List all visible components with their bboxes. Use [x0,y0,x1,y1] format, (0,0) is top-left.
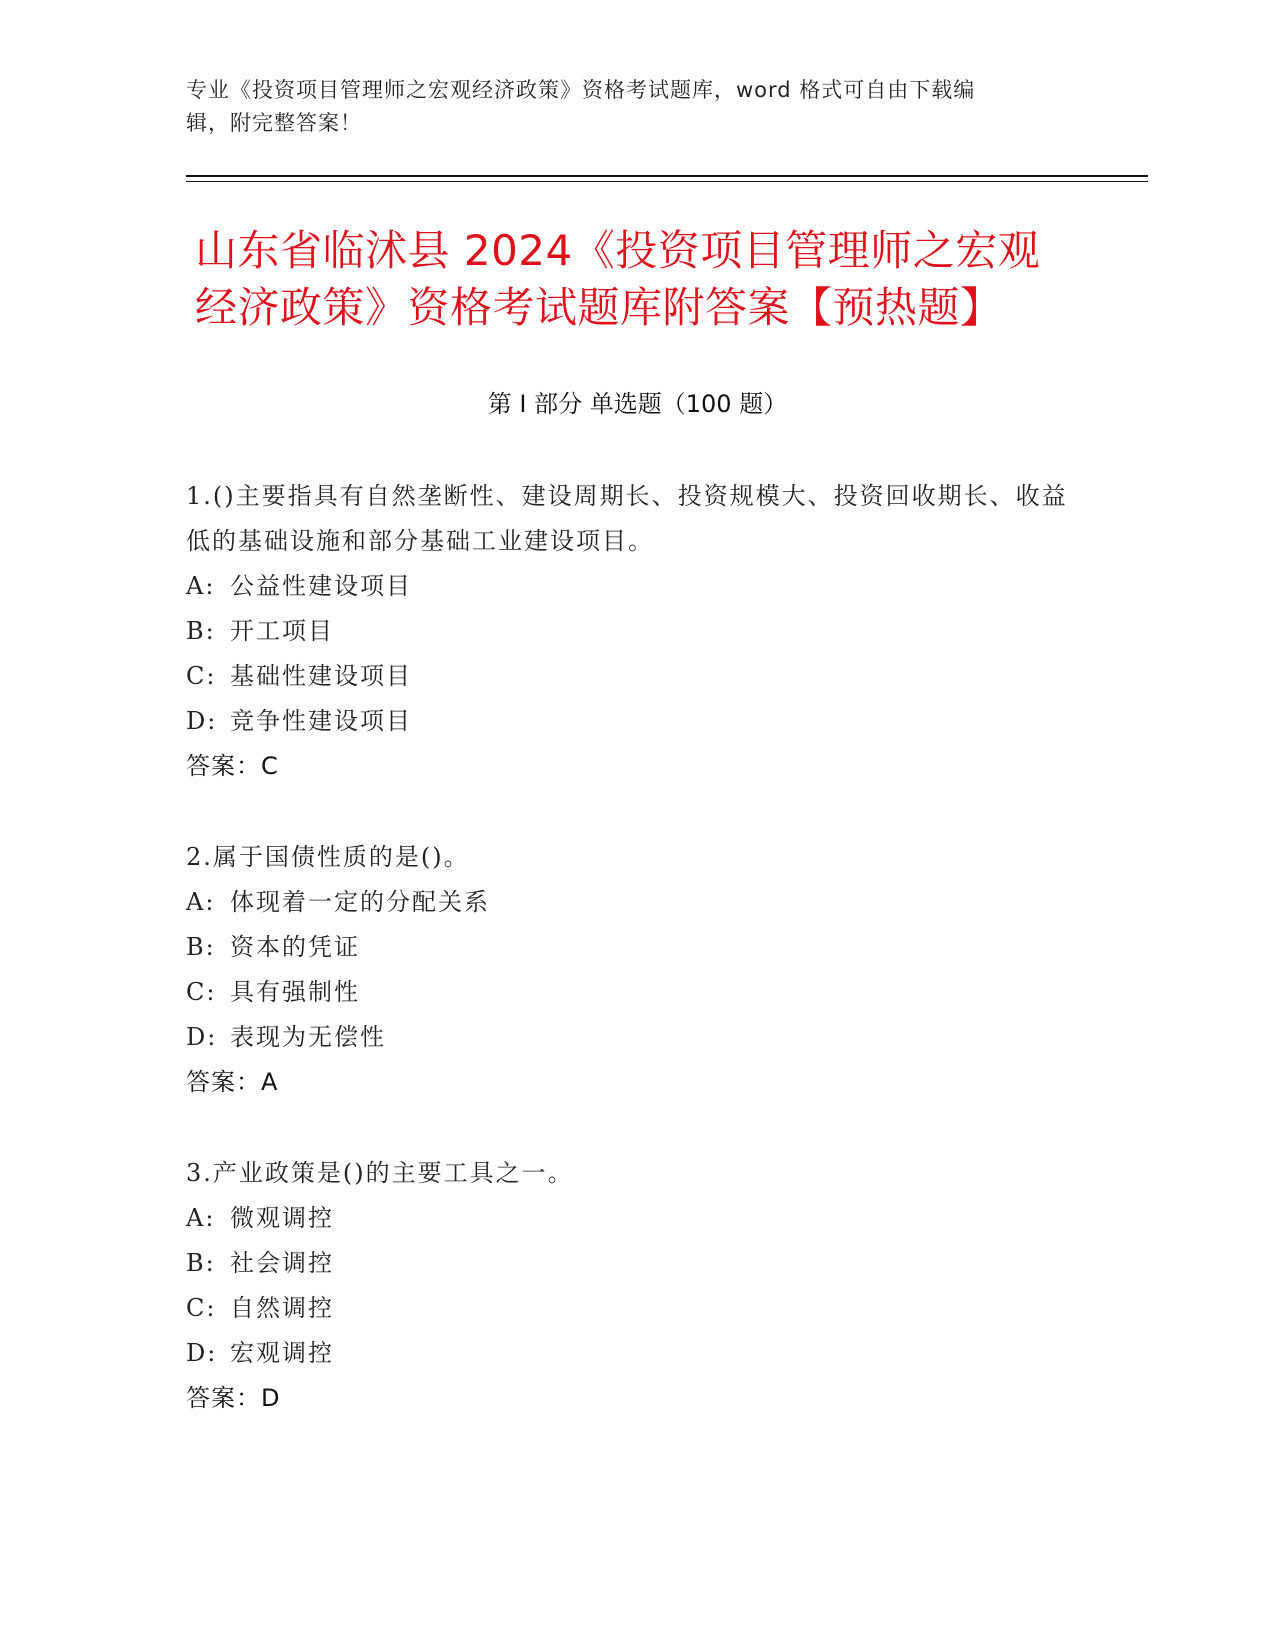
option-key: C: [186,978,217,1006]
option-text: 资本的凭证 [230,933,360,961]
option-key: A: [186,888,216,916]
header-rule-thin [186,181,1148,182]
question-stem: 1.()主要指具有自然垄断性、建设周期长、投资规模大、投资回收期长、收益低的基础设施和部分基础工业建设项目。 [186,482,1068,555]
question-3 [186,1151,1086,1421]
option-text: 表现为无偿性 [230,1023,386,1051]
option-text: 社会调控 [230,1249,334,1277]
option-c [186,970,1086,1015]
option-d [186,1331,1086,1376]
option-text: 竞争性建设项目 [230,707,412,735]
option-key: D: [186,1339,218,1367]
option-a [186,564,1086,609]
document-title-line2: 经济政策》资格考试题库附答案【预热题】 [195,283,1003,332]
option-key: A: [186,572,216,600]
question-stem: 3.产业政策是()的主要工具之一。 [186,1159,574,1187]
option-key: B: [186,617,216,645]
option-d [186,699,1086,744]
option-text: 宏观调控 [230,1339,334,1367]
document-title-line1: 山东省临沭县 2024《投资项目管理师之宏观 [195,226,1041,275]
option-text: 具有强制性 [230,978,360,1006]
option-text: 基础性建设项目 [230,662,412,690]
option-key: C: [186,662,217,690]
document-title [195,222,1095,336]
option-b [186,925,1086,970]
option-text: 自然调控 [230,1294,334,1322]
section-heading: 第 I 部分 单选题（100 题） [487,390,788,418]
option-key: D: [186,707,218,735]
question-stem: 2.属于国债性质的是()。 [186,843,470,871]
option-b [186,1241,1086,1286]
header-rule-thick [186,175,1148,177]
option-text: 体现着一定的分配关系 [230,888,490,916]
option-d [186,1015,1086,1060]
option-c [186,654,1086,699]
answer: 答案：D [186,1384,281,1412]
option-key: A: [186,1204,216,1232]
question-2 [186,835,1086,1105]
answer: 答案：A [186,1068,279,1096]
option-a [186,880,1086,925]
answer: 答案：C [186,752,279,780]
option-text: 微观调控 [230,1204,334,1232]
option-key: B: [186,933,216,961]
header-note-line1: 专业《投资项目管理师之宏观经济政策》资格考试题库，word 格式可自由下载编 [186,78,976,102]
option-a [186,1196,1086,1241]
question-list [186,474,1086,1467]
option-c [186,1286,1086,1331]
option-text: 开工项目 [230,617,334,645]
header-note-line2: 辑，附完整答案！ [186,111,362,135]
option-text: 公益性建设项目 [230,572,412,600]
option-b [186,609,1086,654]
option-key: B: [186,1249,216,1277]
option-key: C: [186,1294,217,1322]
question-1 [186,474,1086,789]
option-key: D: [186,1023,218,1051]
header-note [186,74,1086,140]
